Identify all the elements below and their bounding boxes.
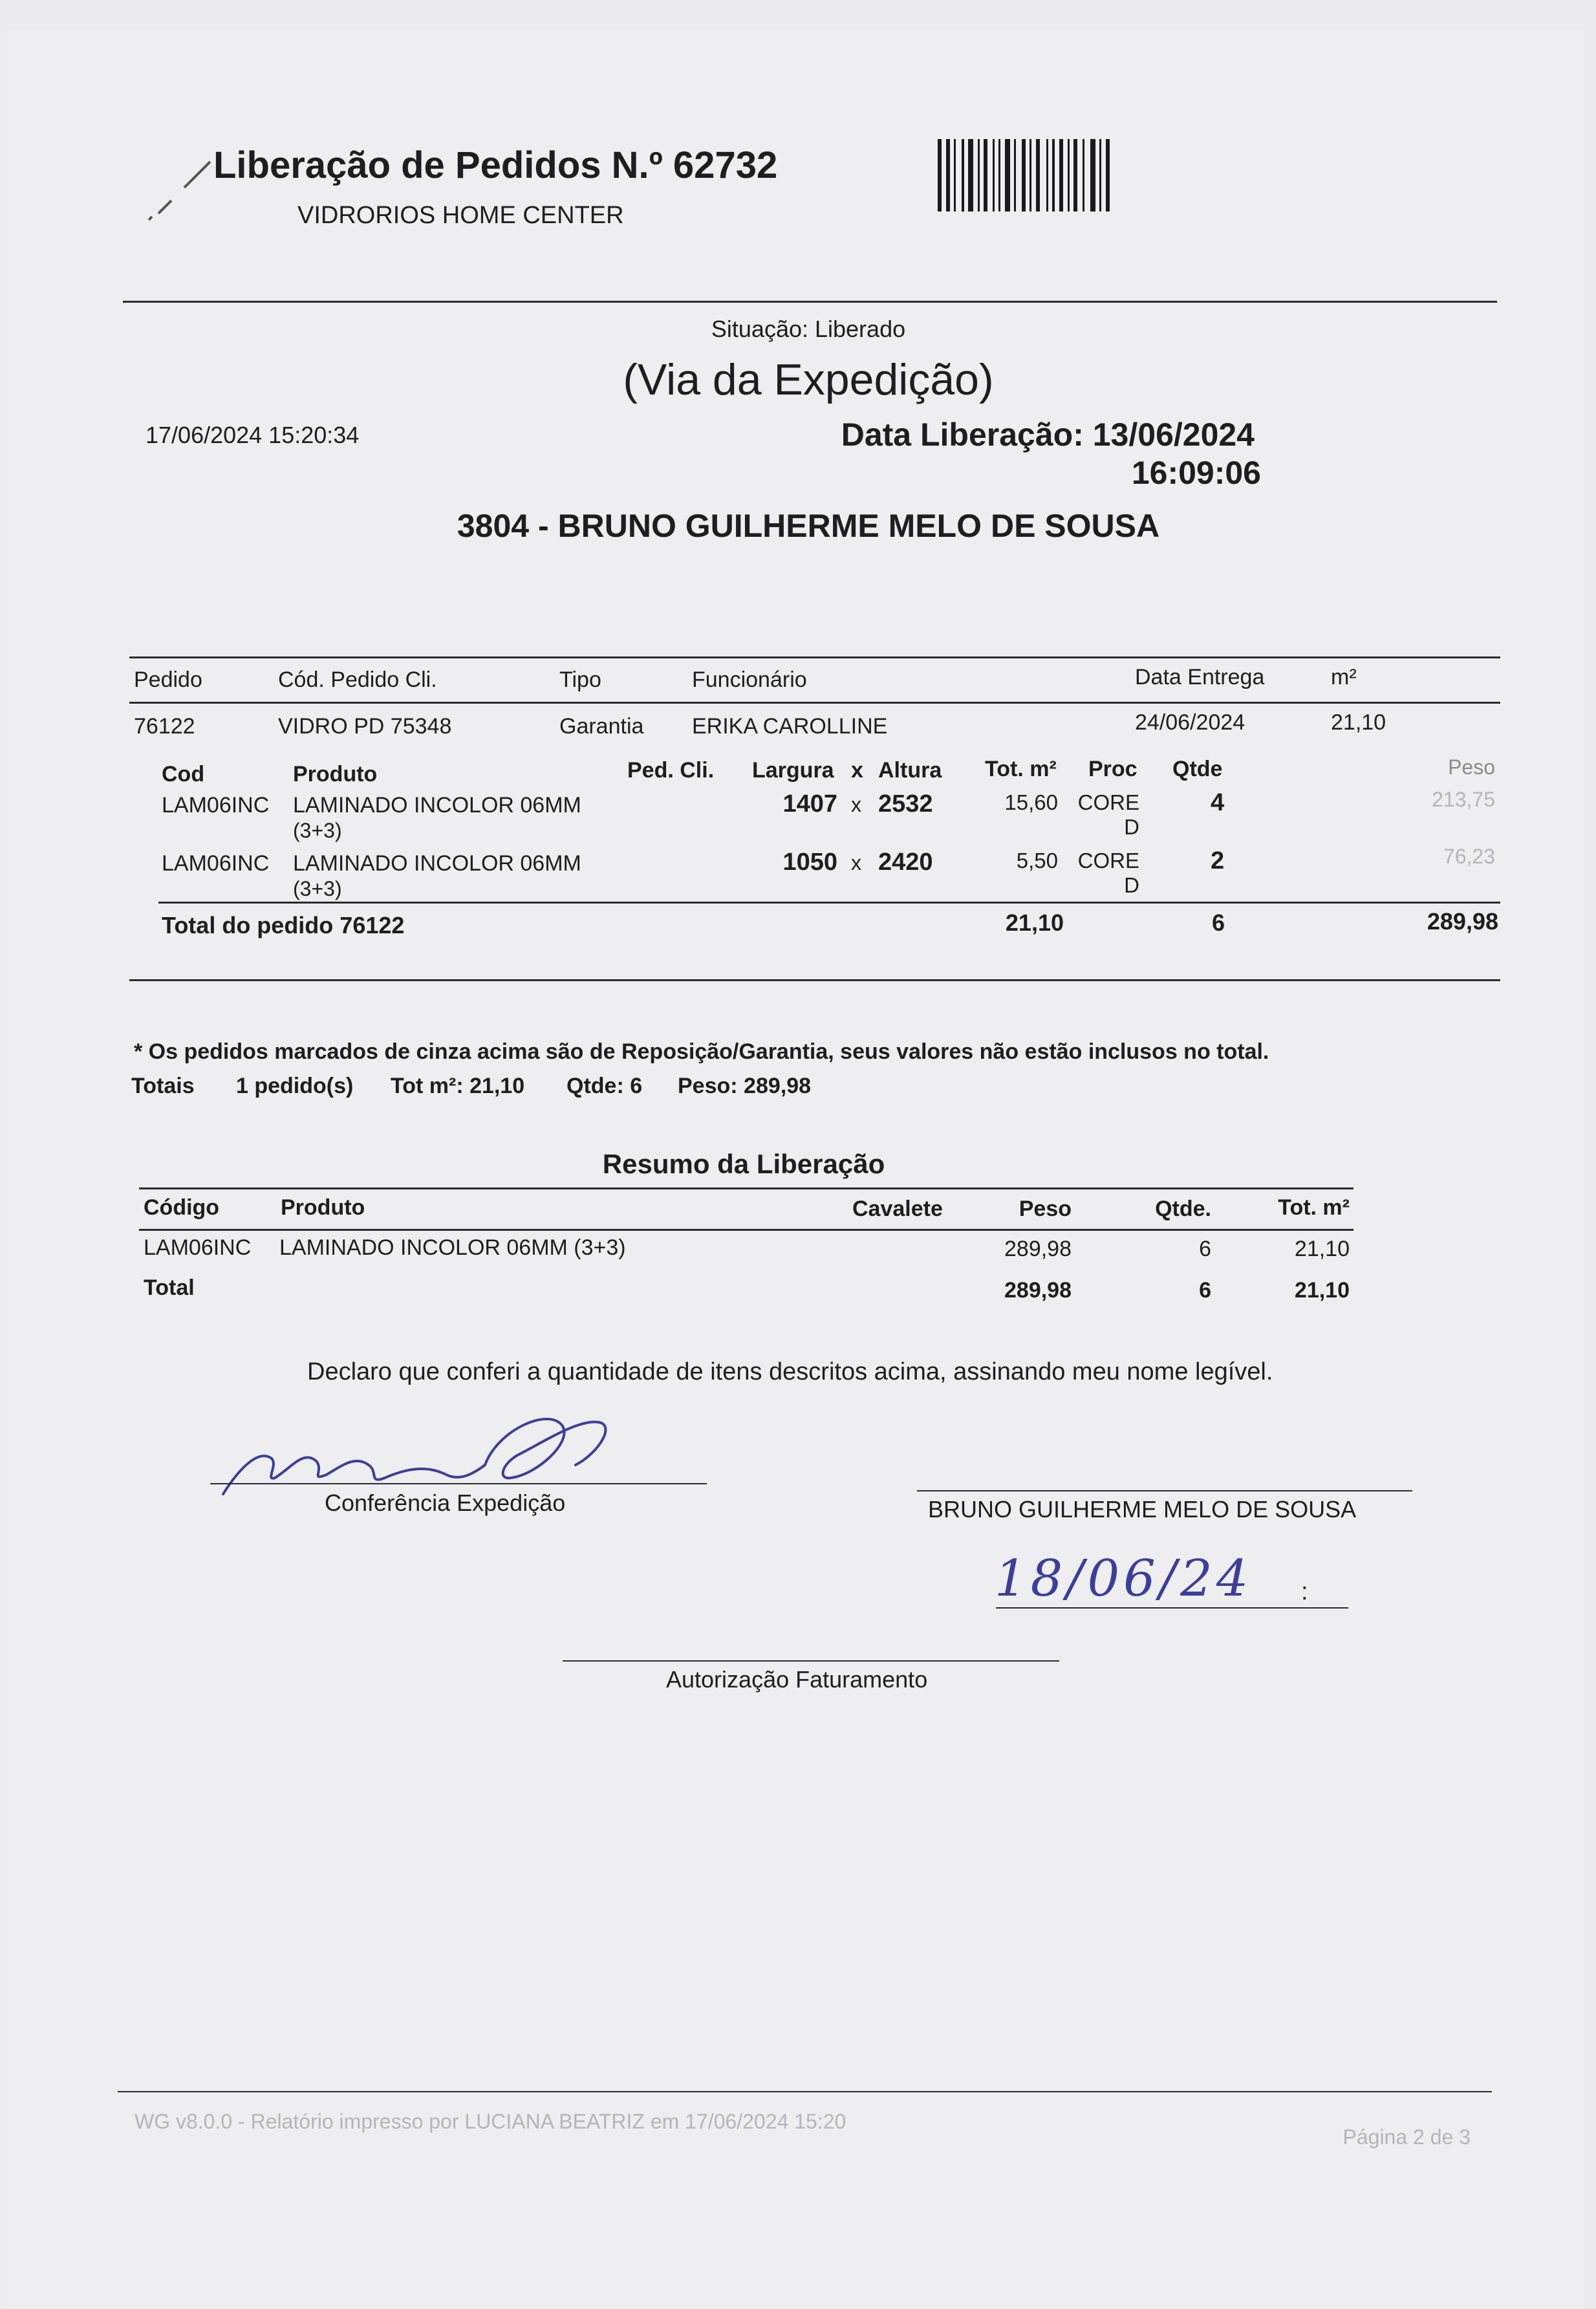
item-1-largura: 1407 — [782, 790, 837, 818]
document-title: Liberação de Pedidos N.º 62732 — [213, 144, 778, 186]
autorizacao-label: Autorização Faturamento — [666, 1666, 928, 1693]
pedido-m2: 21,10 — [1331, 710, 1386, 735]
resumo-header-tot-m2: Tot. m² — [1278, 1195, 1350, 1220]
total-pedido-qtde: 6 — [1212, 909, 1225, 936]
item-2-produto-l2: (3+3) — [293, 877, 342, 900]
cliente-signature-line — [917, 1490, 1412, 1491]
pedido-number: 76122 — [134, 714, 195, 739]
header-divider — [123, 301, 1497, 303]
reposicao-note: * Os pedidos marcados de cinza acima são de Reposição/Garantia, seus valores não estão inclusos no total. — [134, 1039, 1269, 1064]
pedido-table-header-rule — [129, 702, 1500, 704]
col-header-data-entrega: Data Entrega — [1135, 665, 1265, 689]
items-header-largura: Largura — [752, 758, 834, 783]
item-2-x: x — [851, 851, 861, 874]
total-pedido-label: Total do pedido 76122 — [162, 912, 405, 938]
totais-peso: Peso: 289,98 — [678, 1074, 812, 1098]
item-1-cod: LAM06INC — [162, 793, 270, 818]
cod-pedido-cli: VIDRO PD 75348 — [278, 714, 452, 739]
item-1-proc-l2: D — [1124, 815, 1139, 839]
resumo-header-produto: Produto — [281, 1195, 365, 1220]
print-datetime: 17/06/2024 15:20:34 — [146, 422, 360, 448]
totais-pedidos: 1 pedido(s) — [236, 1074, 354, 1098]
items-header-altura: Altura — [878, 758, 942, 783]
footer-rule — [118, 2091, 1492, 2092]
items-header-produto: Produto — [293, 762, 378, 786]
col-header-tipo: Tipo — [559, 667, 601, 692]
item-1-produto-l2: (3+3) — [293, 819, 342, 842]
funcionario: ERIKA CAROLLINE — [692, 714, 888, 739]
conferencia-line — [210, 1483, 707, 1484]
items-bottom-rule — [129, 979, 1500, 981]
totais-m2: Tot m²: 21,10 — [391, 1074, 525, 1098]
item-2-cod: LAM06INC — [162, 851, 270, 876]
resumo-total-qtde: 6 — [1199, 1278, 1211, 1303]
handwritten-date: 18/06/24 — [995, 1550, 1253, 1608]
declaration-text: Declaro que conferi a quantidade de itens descritos acima, assinando meu nome legível. — [307, 1358, 1273, 1385]
cliente-signature-name: BRUNO GUILHERME MELO DE SOUSA — [928, 1496, 1357, 1523]
conferencia-label: Conferência Expedição — [325, 1490, 566, 1516]
item-1-qtde: 4 — [1211, 789, 1225, 816]
total-pedido-peso: 289,98 — [1427, 908, 1498, 935]
pen-mark — [146, 149, 223, 226]
col-header-pedido: Pedido — [134, 667, 202, 692]
item-1-x: x — [851, 793, 861, 816]
resumo-total-peso: 289,98 — [1004, 1278, 1072, 1303]
resumo-header-cavalete: Cavalete — [852, 1197, 943, 1221]
data-liberacao: Data Liberação: 13/06/2024 — [841, 417, 1255, 453]
item-2-produto: LAMINADO INCOLOR 06MM — [293, 851, 581, 876]
resumo-peso: 289,98 — [1004, 1237, 1072, 1261]
col-header-cod-pedido-cli: Cód. Pedido Cli. — [278, 667, 437, 692]
resumo-total-tot-m2: 21,10 — [1294, 1278, 1350, 1303]
items-header-qtde: Qtde — [1172, 757, 1223, 781]
resumo-produto: LAMINADO INCOLOR 06MM (3+3) — [279, 1235, 626, 1260]
resumo-qtde: 6 — [1199, 1237, 1211, 1261]
item-1-altura: 2532 — [878, 790, 933, 818]
time-colon: : — [1301, 1578, 1308, 1605]
data-entrega: 24/06/2024 — [1135, 710, 1246, 735]
resumo-header-rule — [139, 1229, 1353, 1231]
items-header-ped-cli: Ped. Cli. — [627, 758, 715, 783]
pedido-table-top-rule — [129, 656, 1500, 658]
data-liberacao-time: 16:09:06 — [1131, 455, 1261, 491]
item-2-peso: 76,23 — [1443, 845, 1495, 868]
col-header-m2: m² — [1331, 665, 1357, 689]
situacao-label: Situação: Liberado — [711, 316, 906, 342]
item-2-proc-l2: D — [1124, 873, 1139, 897]
via-label: (Via da Expedição) — [623, 355, 994, 404]
tipo: Garantia — [559, 714, 644, 739]
items-header-tot-m2: Tot. m² — [985, 757, 1057, 781]
col-header-funcionario: Funcionário — [692, 667, 807, 692]
items-total-rule — [158, 902, 1500, 904]
item-1-peso: 213,75 — [1432, 788, 1495, 811]
resumo-tot-m2: 21,10 — [1294, 1237, 1350, 1261]
item-1-proc: CORE — [1077, 790, 1139, 814]
item-2-altura: 2420 — [878, 849, 933, 876]
items-header-cod: Cod — [162, 762, 205, 786]
resumo-title: Resumo da Liberação — [602, 1149, 885, 1179]
total-pedido-m2: 21,10 — [1005, 909, 1064, 936]
date-time-line — [996, 1607, 1348, 1609]
resumo-top-rule — [139, 1187, 1353, 1189]
resumo-header-peso: Peso — [1019, 1197, 1072, 1221]
items-header-x: x — [851, 758, 863, 783]
item-1-produto: LAMINADO INCOLOR 06MM — [293, 793, 581, 818]
cliente-name: 3804 - BRUNO GUILHERME MELO DE SOUSA — [457, 508, 1160, 544]
items-header-proc: Proc — [1088, 757, 1138, 781]
item-2-largura: 1050 — [782, 849, 837, 876]
autorizacao-line — [563, 1660, 1059, 1662]
resumo-total-label: Total — [144, 1275, 195, 1300]
resumo-header-codigo: Código — [144, 1195, 220, 1220]
barcode — [938, 139, 1183, 211]
resumo-header-qtde: Qtde. — [1155, 1197, 1211, 1221]
item-2-proc: CORE — [1077, 849, 1139, 873]
footer-printed-by: WG v8.0.0 - Relatório impresso por LUCIANA BEATRIZ em 17/06/2024 15:20 — [135, 2110, 847, 2133]
totais-label: Totais — [131, 1074, 195, 1098]
company-name: VIDRORIOS HOME CENTER — [297, 202, 624, 229]
items-header-peso: Peso — [1448, 755, 1495, 779]
item-1-tot-m2: 15,60 — [1004, 790, 1058, 814]
totais-qtde: Qtde: 6 — [566, 1074, 643, 1098]
item-2-tot-m2: 5,50 — [1016, 849, 1058, 873]
item-2-qtde: 2 — [1211, 847, 1225, 874]
resumo-codigo: LAM06INC — [144, 1235, 252, 1260]
footer-page-number: Página 2 de 3 — [1343, 2125, 1471, 2149]
